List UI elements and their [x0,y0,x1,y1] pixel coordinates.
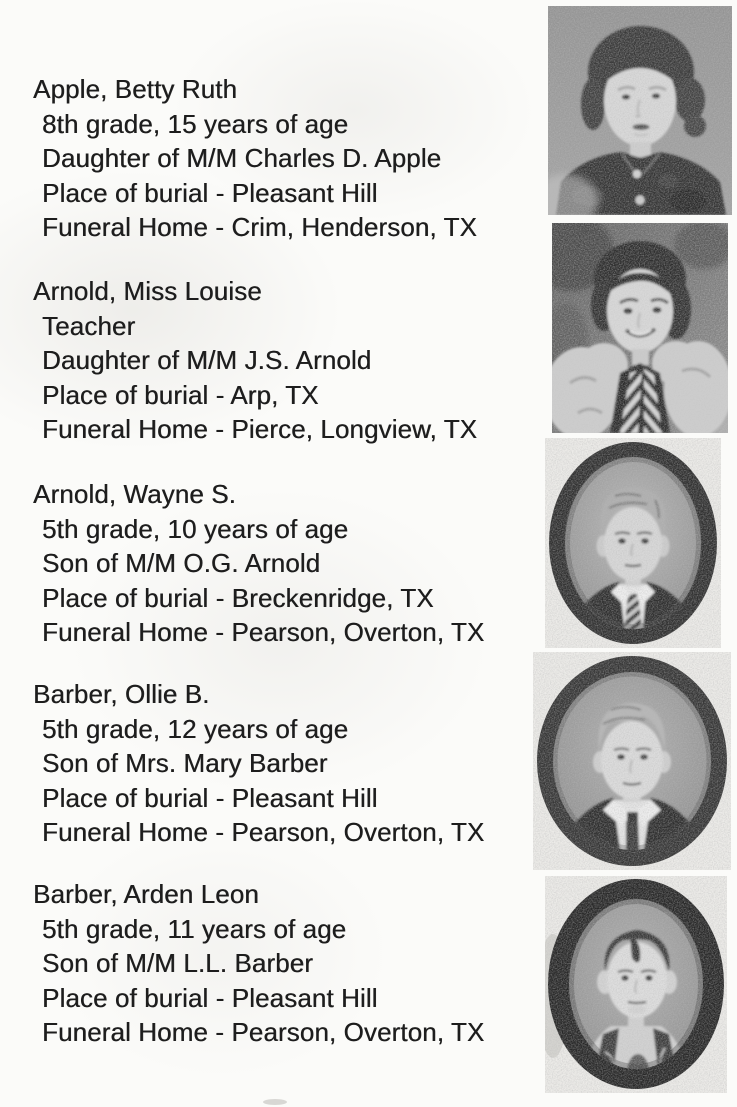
entry-funeral-home: Funeral Home - Pearson, Overton, TX [42,617,485,647]
entry-name: Arnold, Miss Louise [33,276,262,306]
entry-name: Barber, Ollie B. [33,679,210,709]
entry-burial: Place of burial - Breckenridge, TX [42,582,434,613]
memorial-entry [33,477,538,650]
portrait-photo-barber-arden [545,876,727,1093]
portrait-illustration [545,876,727,1093]
entry-name: Barber, Arden Leon [33,879,259,909]
portrait-illustration [548,6,732,215]
portrait-photo-arnold-louise [552,223,728,433]
entry-name: Arnold, Wayne S. [33,479,236,509]
memorial-entry [33,274,538,447]
entry-funeral-home: Funeral Home - Pearson, Overton, TX [42,1017,485,1047]
entry-funeral-home: Funeral Home - Pierce, Longview, TX [42,414,478,444]
entry-grade-age: 5th grade, 11 years of age [42,913,347,944]
portrait-illustration [552,223,728,433]
portrait-photo-barber-ollie [533,652,731,870]
portrait-photo-arnold-wayne [545,438,721,648]
portrait-illustration [533,652,731,870]
scan-smudge [263,1099,287,1105]
entry-grade-age: 5th grade, 10 years of age [42,513,349,544]
entry-grade-age: 8th grade, 15 years of age [42,108,349,139]
entry-funeral-home: Funeral Home - Pearson, Overton, TX [42,817,485,847]
entry-grade-age: 5th grade, 12 years of age [42,713,349,744]
entry-occupation: Teacher [42,310,136,341]
entry-parents: Son of M/M L.L. Barber [42,948,313,978]
entry-parents: Son of Mrs. Mary Barber [42,748,328,778]
entry-burial: Place of burial - Pleasant Hill [42,782,378,813]
memorial-entry [33,72,538,245]
entry-name: Apple, Betty Ruth [33,74,238,104]
entry-burial: Place of burial - Pleasant Hill [42,982,378,1013]
portrait-photo-apple-betty-ruth [548,6,732,215]
memorial-entry [33,877,538,1050]
entry-burial: Place of burial - Arp, TX [42,379,319,410]
entry-burial: Place of burial - Pleasant Hill [42,177,378,208]
entry-parents: Daughter of M/M Charles D. Apple [42,143,442,173]
entry-parents: Daughter of M/M J.S. Arnold [42,345,372,375]
entry-parents: Son of M/M O.G. Arnold [42,548,321,578]
entry-funeral-home: Funeral Home - Crim, Henderson, TX [42,212,477,242]
memorial-entry [33,677,538,850]
portrait-illustration [545,438,721,648]
